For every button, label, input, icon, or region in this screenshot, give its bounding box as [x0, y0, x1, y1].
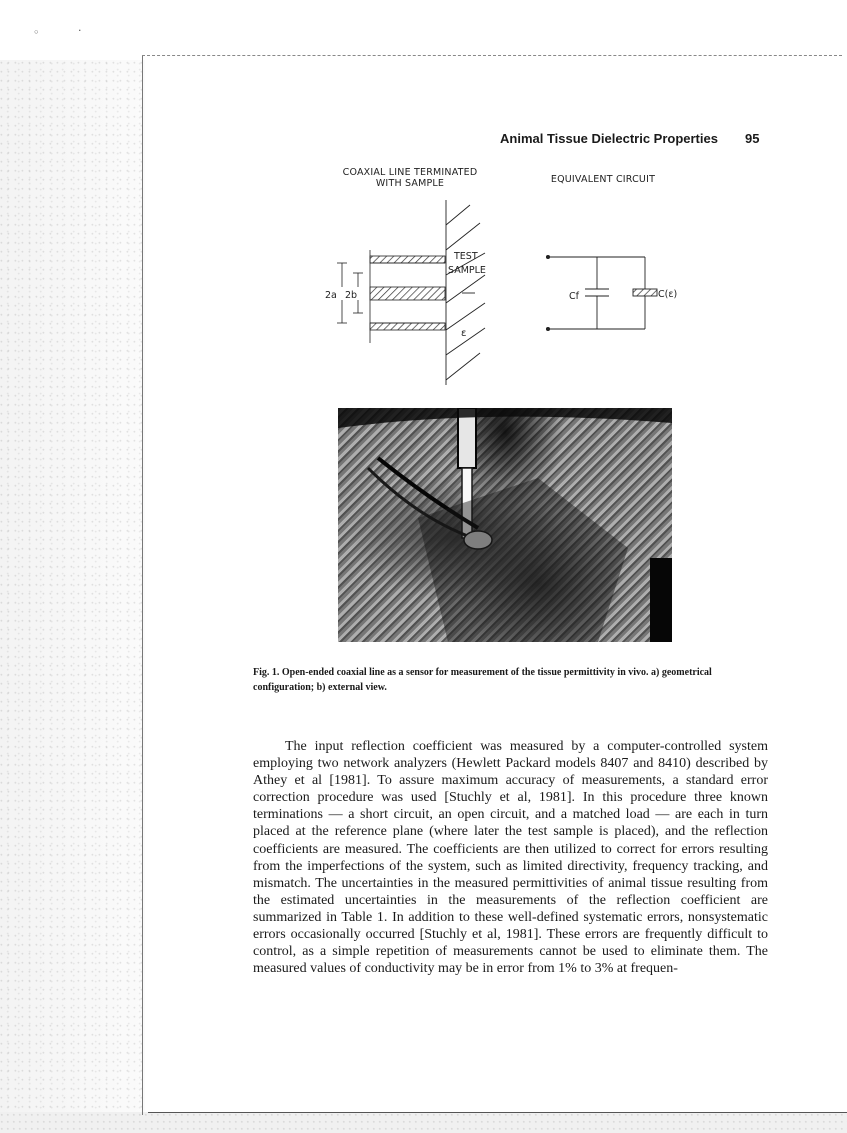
scan-bottom-texture: [0, 1112, 847, 1133]
label-sample: SAMPLE: [448, 265, 486, 276]
label-c-epsilon: C(ε): [658, 289, 678, 300]
scan-speck: ◦: [33, 26, 40, 39]
body-text: [253, 738, 768, 977]
figure-left-title-line1: COAXIAL LINE TERMINATED: [342, 167, 478, 178]
photo-probe-sketch: [338, 408, 672, 642]
body-paragraph: The input reflection coefficient was measured by a computer-controlled system employing two network analyzers (Hewlett Packard models 8407 and 8410) described by Athey et al [1981]. To assure maximum accuracy of measurements, a standard error correction procedure was used [Stuchly et al, 1981]. In this procedure three known terminations — a short circuit, an open circuit, and a matched load — are each in turn placed at the reference plane (where later the test sample is placed), and the reflection coefficients are measured. The coefficients are then utilized to correct for errors resulting from the imperfections of the system, such as limited directivity, frequency tracking, and mismatch. The uncertainties in the measured permittivities of animal tissue resulting from the estimated uncertainties in the measurements of the reflection coefficient are summarized in Table 1. In addition to these well-defined systematic errors, nonsystematic errors occasionally occurred [Stuchly et al, 1981]. These errors are frequently difficult to control, as a simple repetition of measurements cannot be used to eliminate them. The measured values of conductivity may be in error from 1% to 3% at frequen-: [253, 739, 768, 977]
label-2b: 2b: [345, 290, 358, 301]
running-head: Animal Tissue Dielectric Properties: [500, 131, 718, 146]
test-sample: [446, 200, 485, 385]
figure-right-title: EQUIVALENT CIRCUIT: [550, 174, 656, 185]
coaxial-diagram: [320, 195, 700, 395]
coaxial-line: [370, 256, 445, 330]
external-view-photo: [338, 408, 672, 642]
label-test: TEST: [454, 251, 478, 262]
scan-margin-texture: [0, 60, 145, 1133]
scan-speck: ·: [78, 24, 82, 37]
equivalent-circuit: [546, 255, 657, 330]
page-edge-top: [142, 55, 842, 56]
page-number: 95: [745, 131, 760, 146]
label-2a: 2a: [325, 290, 337, 301]
figure-left-title-line2: WITH SAMPLE: [375, 178, 445, 189]
figure-caption: Fig. 1. Open-ended coaxial line as a sensor for measurement of the tissue permittivity in vivo. a) geometrical configuration; b) external view.: [253, 667, 712, 693]
figure-left-title: [335, 167, 485, 189]
page-edge-bottom: [148, 1112, 847, 1113]
label-epsilon: ε: [461, 328, 467, 339]
label-cf: Cf: [569, 291, 579, 302]
page-edge-left: [142, 55, 143, 1115]
